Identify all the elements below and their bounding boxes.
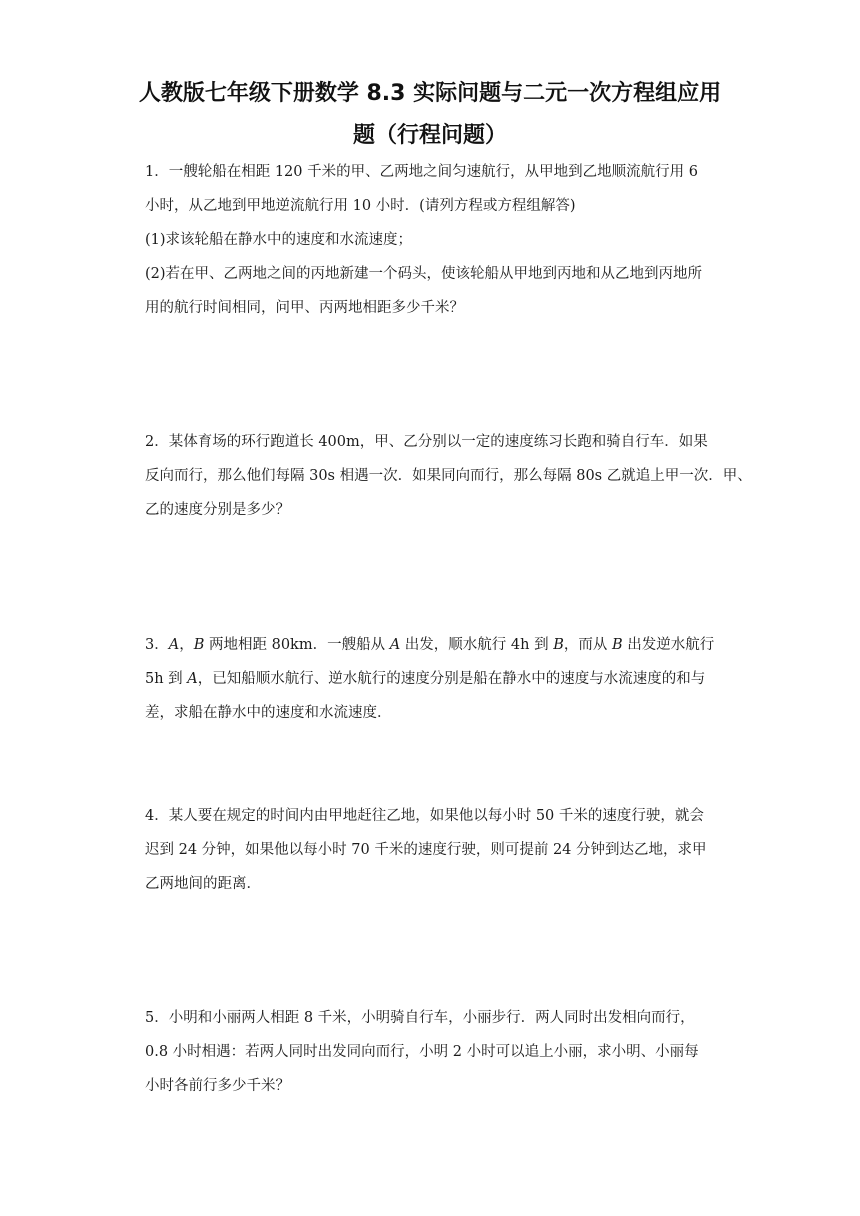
question-1-line: 用的航行时间相同，问甲、丙两地相距多少千米？	[145, 300, 464, 316]
point-b-label: B	[193, 637, 205, 653]
question-4-line: 4．某人要在规定的时间内由甲地赶往乙地，如果他以每小时 50 千米的速度行驶，就会	[145, 808, 704, 824]
question-4-line: 乙两地间的距离．	[145, 876, 261, 892]
text-fragment: ，已知船顺水航行、逆水航行的速度分别是船在静水中的速度与水流速度的和与	[197, 671, 706, 687]
question-4-line: 迟到 24 分钟，如果他以每小时 70 千米的速度行驶，则可提前 24 分钟到达乙地，求甲	[145, 842, 707, 858]
question-5-line: 5．小明和小丽两人相距 8 千米，小明骑自行车，小丽步行．两人同时出发相向而行，	[145, 1010, 695, 1026]
text-fragment: 两地相距 80km．一艘船从	[204, 637, 390, 653]
question-3-line	[145, 635, 714, 655]
question-1-line: 小时，从乙地到甲地逆流航行用 10 小时．(请列方程或方程组解答)	[145, 198, 576, 214]
question-2-line: 乙的速度分别是多少？	[145, 502, 290, 518]
question-5-line: 小时各前行多少千米？	[145, 1078, 290, 1094]
text-fragment: ，而从	[563, 637, 612, 653]
question-1-line: 1．一艘轮船在相距 120 千米的甲、乙两地之间匀速航行，从甲地到乙地顺流航行用 6	[145, 164, 698, 180]
text-fragment: 出发，顺水航行 4h 到	[400, 637, 554, 653]
question-3-number: 3．	[145, 637, 169, 653]
point-b-label: B	[553, 637, 564, 653]
question-3-line: 差，求船在静水中的速度和水流速度．	[145, 705, 392, 721]
text-fragment: ，	[179, 637, 194, 653]
text-fragment: 出发逆水航行	[622, 637, 715, 653]
document-title-line-2: 题（行程问题）	[352, 123, 507, 148]
point-a-label: A	[389, 637, 401, 653]
question-3-line	[145, 669, 705, 689]
question-1-part-1: (1)求该轮船在静水中的速度和水流速度；	[145, 232, 413, 248]
point-a-label: A	[168, 637, 180, 653]
question-5-line: 0.8 小时相遇：若两人同时出发同向而行，小明 2 小时可以追上小丽，求小明、小丽每	[145, 1044, 699, 1060]
point-a-label: A	[187, 671, 198, 687]
document-title-line-1: 人教版七年级下册数学 8.3 实际问题与二元一次方程组应用	[138, 81, 722, 106]
question-2-line: 反向而行，那么他们每隔 30s 相遇一次．如果同向而行，那么每隔 80s 乙就追上甲一次．甲、	[145, 468, 752, 484]
question-1-part-2: (2)若在甲、乙两地之间的丙地新建一个码头，使该轮船从甲地到丙地和从乙地到丙地所	[145, 266, 703, 282]
point-b-label: B	[611, 637, 623, 653]
text-fragment: 5h 到	[145, 671, 188, 687]
question-2-line: 2．某体育场的环行跑道长 400m，甲、乙分别以一定的速度练习长跑和骑自行车．如果	[145, 434, 708, 450]
